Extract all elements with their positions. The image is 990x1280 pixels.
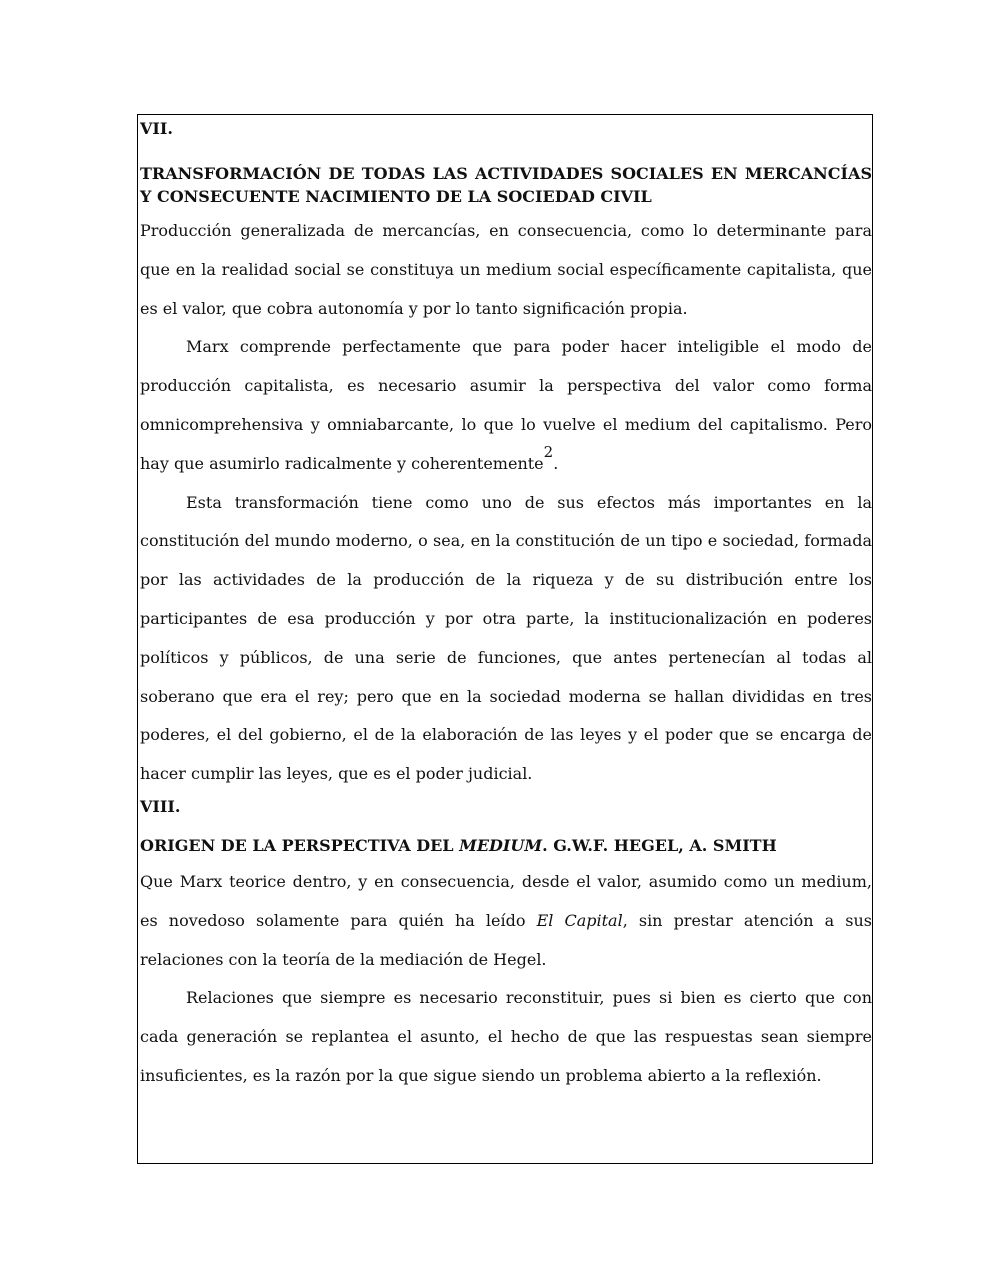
section-7-paragraph-3: Esta transformación tiene como uno de sus efectos más importantes en la constitución del mundo moderno, o sea, en la constitución de un tipo e sociedad, formada por las actividades de la producción de la riqueza y de su distribución entre los participantes de esa producción y por otra parte, la institucionalización en poderes políticos y públicos, de una serie de funciones, que antes pertenecían al todas al soberano que era el rey; pero que en la sociedad moderna se hallan divididas en tres poderes, el del gobierno, el de la elaboración de las leyes y el poder que se encarga de hacer cumplir las leyes, que es el poder judicial. (140, 492, 872, 784)
section-7-paragraph-2-text: Marx comprende perfectamente que para poder hacer inteligible el modo de producción capitalista, es necesario asumir la perspectiva del valor como forma omnicomprehensiva y omniabarcante, lo que lo vuelve el medium del capitalismo. Pero hay que asumirlo radicalmente y coherentemente (140, 337, 872, 473)
section-8-title (140, 833, 872, 859)
section-8-number: VIII. (140, 796, 181, 816)
section-7-paragraph-2-end: . (553, 453, 559, 473)
section-8-paragraph-1-pre: Que Marx teorice dentro, y en consecuencia, desde el valor, asumido como un medium, es novedoso solamente para quién ha leído (140, 871, 872, 930)
section-7-paragraph-1: Producción generalizada de mercancías, en consecuencia, como lo determinante para que en la realidad social se constituya un medium social específicamente capitalista, que es el valor, que cobra autonomía y por lo tanto significación propia. (140, 221, 872, 318)
section-8-paragraph-1 (140, 863, 872, 979)
section-7-title: TRANSFORMACIÓN DE TODAS LAS ACTIVIDADES SOCIALES EN MERCANCÍAS Y CONSECUENTE NACIMIENTO DE LA SOCIEDAD CIVIL (140, 164, 872, 206)
section-8-title-post: . G.W.F. HEGEL, A. SMITH (542, 835, 777, 855)
footnote-reference[interactable]: 2 (543, 442, 554, 461)
section-7-number: VII. (140, 119, 173, 138)
section-8-title-pre: ORIGEN DE LA PERSPECTIVA DEL (140, 835, 460, 855)
book-title: El Capital (536, 910, 623, 930)
document-body (140, 116, 872, 1096)
section-7-paragraph-2 (140, 328, 872, 483)
section-8-paragraph-1-post: , sin prestar atención a sus relaciones con la teoría de la mediación de Hegel. (140, 910, 873, 969)
section-8-title-em: MEDIUM (459, 835, 543, 855)
section-8-paragraph-2: Relaciones que siempre es necesario reconstituir, pues si bien es cierto que con cada generación se replantea el asunto, el hecho de que las respuestas sean siempre insuficientes, es la razón por la que sigue siendo un problema abierto a la reflexión. (140, 988, 872, 1085)
